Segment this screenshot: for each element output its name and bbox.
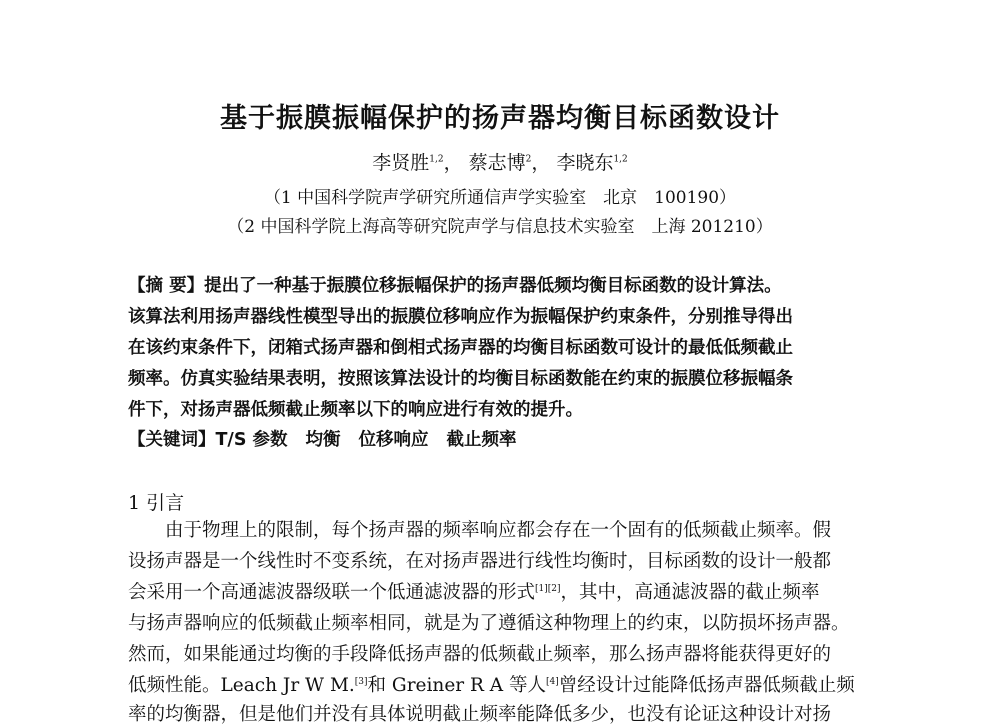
- author-name: 李贤胜: [372, 152, 430, 174]
- keywords-label: 【关键词】: [128, 430, 216, 450]
- section-heading: [128, 488, 184, 515]
- author-separator: ，: [443, 152, 463, 174]
- section-title: 引言: [146, 492, 185, 514]
- abstract-line: 【摘 要】提出了一种基于振膜位移振幅保护的扬声器低频均衡目标函数的设计算法。: [128, 276, 782, 296]
- abstract-line: 频率。仿真实验结果表明，按照该算法设计的均衡目标函数能在约束的振膜位移振幅条: [128, 369, 793, 389]
- author-affiliation-mark: 1,2: [613, 154, 628, 165]
- keyword: 位移响应: [358, 430, 429, 450]
- body-text-line: 然而，如果能通过均衡的手段降低扬声器的低频截止频率，那么扬声器将能获得更好的: [128, 644, 832, 665]
- author-name: 李晓东: [556, 152, 614, 174]
- body-text: 曾经设计过能降低扬声器低频截止频: [558, 675, 855, 696]
- body-text-line: 率的均衡器，但是他们并没有具体说明截止频率能降低多少，也没有论证这种设计对扬: [128, 704, 832, 725]
- body-text-line: 由于物理上的限制，每个扬声器的频率响应都会存在一个固有的低频截止频率。假: [165, 520, 832, 541]
- body-text: 和 Greiner R A 等人: [367, 675, 547, 696]
- citation: [4]: [546, 676, 559, 687]
- author-affiliation-mark: 2: [525, 154, 532, 165]
- section-number: 1: [128, 492, 141, 514]
- body-text-line: 与扬声器响应的低频截止频率相同，就是为了遵循这种物理上的约束，以防损坏扬声器。: [128, 613, 850, 634]
- body-text: ，其中，高通滤波器的截止频率: [560, 582, 820, 603]
- affiliation-1: （1 中国科学院声学研究所通信声学实验室 北京 100190）: [263, 188, 737, 208]
- affiliation-2: （2 中国科学院上海高等研究院声学与信息技术实验室 上海 201210）: [227, 217, 773, 237]
- abstract-line: 件下，对扬声器低频截止频率以下的响应进行有效的提升。: [128, 400, 583, 420]
- author-affiliation-mark: 1,2: [429, 154, 444, 165]
- author-name: 蔡志博: [468, 152, 526, 174]
- keywords: [128, 426, 535, 451]
- abstract-line: 该算法利用扬声器线性模型导出的振膜位移响应作为振幅保护约束条件，分别推导得出: [128, 307, 793, 327]
- body-text-line: [128, 671, 855, 697]
- keyword: 均衡: [305, 430, 341, 450]
- citation: [1][2]: [535, 583, 561, 594]
- abstract-line: 在该约束条件下，闭箱式扬声器和倒相式扬声器的均衡目标函数可设计的最低低频截止: [128, 338, 793, 358]
- author-list: [0, 148, 1000, 175]
- citation: [3]: [354, 676, 368, 687]
- keyword: 截止频率: [446, 430, 517, 450]
- body-text: 低频性能。Leach Jr W M.: [128, 675, 355, 696]
- paper-title: 基于振膜振幅保护的扬声器均衡目标函数设计: [220, 103, 780, 134]
- body-text-line: 设扬声器是一个线性时不变系统，在对扬声器进行线性均衡时，目标函数的设计一般都: [128, 551, 832, 572]
- keyword: T/S 参数: [215, 430, 288, 450]
- author-separator: ，: [531, 152, 551, 174]
- body-text-line: [128, 578, 820, 604]
- body-text: 会采用一个高通滤波器级联一个低通滤波器的形式: [128, 582, 536, 603]
